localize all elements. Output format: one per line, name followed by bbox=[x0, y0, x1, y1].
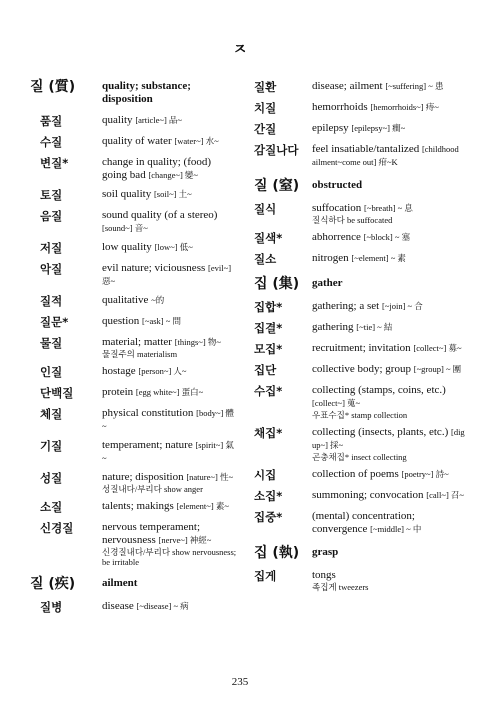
etymology-note: [~element] ~ 素 bbox=[351, 253, 406, 263]
definition bbox=[312, 122, 468, 135]
definition-text: hemorrhoids bbox=[312, 101, 368, 113]
definition bbox=[102, 209, 238, 235]
definition-text: hostage bbox=[102, 365, 136, 377]
dictionary-entry bbox=[30, 315, 238, 330]
definition bbox=[102, 294, 238, 307]
etymology-note: [epilepsy~] 癎~ bbox=[351, 123, 406, 133]
headword: 신경질 bbox=[40, 521, 74, 535]
dictionary-entry bbox=[254, 122, 468, 137]
headword: 기질 bbox=[40, 439, 63, 453]
headword: 집 (集) bbox=[254, 276, 300, 292]
definition bbox=[102, 500, 238, 513]
definition bbox=[312, 277, 468, 290]
example-phrase: 우표수집* stamp collection bbox=[312, 410, 408, 420]
definition-text: nervous temperament; nervousness bbox=[102, 521, 201, 546]
headword: 수질 bbox=[40, 135, 63, 149]
definition bbox=[102, 577, 238, 590]
etymology-note: [things~] 物~ bbox=[174, 337, 221, 347]
dictionary-entry bbox=[254, 468, 468, 483]
section-heading bbox=[30, 577, 238, 592]
definition bbox=[312, 468, 468, 481]
dictionary-entry bbox=[30, 241, 238, 256]
headword: 집결* bbox=[254, 321, 283, 335]
definition-text: physical constitution bbox=[102, 407, 194, 419]
definition bbox=[102, 80, 238, 106]
headword: 시집 bbox=[254, 468, 277, 482]
definition bbox=[312, 569, 468, 592]
dictionary-entry bbox=[30, 365, 238, 380]
headword: 질병 bbox=[40, 600, 63, 614]
dictionary-entry bbox=[30, 600, 238, 615]
definition bbox=[102, 315, 238, 328]
dictionary-entry bbox=[254, 321, 468, 336]
definition bbox=[102, 521, 238, 567]
dictionary-entry bbox=[254, 202, 468, 225]
definition-text: collection of poems bbox=[312, 468, 399, 480]
headword: 음질 bbox=[40, 209, 63, 223]
definition bbox=[312, 489, 468, 502]
headword: 질 (疾) bbox=[30, 576, 76, 592]
definition-text: recruitment; invitation bbox=[312, 342, 411, 354]
definition bbox=[312, 426, 468, 462]
etymology-note: [body~] 體~ bbox=[102, 408, 234, 431]
page-number: 235 bbox=[231, 676, 249, 688]
dictionary-entry bbox=[254, 569, 468, 592]
definition-text: change in quality; (food) going bad bbox=[102, 156, 212, 181]
etymology-note: [evil~] 惡~ bbox=[102, 263, 232, 286]
etymology-note: [~ask] ~ 問 bbox=[142, 316, 181, 326]
definition-text: disease bbox=[102, 600, 134, 612]
dictionary-entry bbox=[30, 114, 238, 129]
example-phrase: 족집게 tweezers bbox=[312, 582, 369, 592]
definition-text: grasp bbox=[312, 546, 339, 558]
etymology-note: [change~] 變~ bbox=[148, 170, 199, 180]
headword: 악질 bbox=[40, 262, 63, 276]
etymology-note: ~的 bbox=[151, 295, 165, 305]
example-phrase: 곤충채집* insect collecting bbox=[312, 452, 407, 462]
etymology-note: [spirit~] 氣~ bbox=[102, 440, 234, 463]
dictionary-entry bbox=[30, 386, 238, 401]
headword: 감질나다 bbox=[254, 143, 299, 157]
dictionary-entry bbox=[30, 500, 238, 515]
definition-text: material; matter bbox=[102, 336, 172, 348]
headword: 집단 bbox=[254, 363, 277, 377]
dictionary-entry bbox=[254, 143, 468, 169]
etymology-note: [low~] 低~ bbox=[154, 242, 193, 252]
dictionary-entry bbox=[254, 300, 468, 315]
definition bbox=[102, 407, 238, 433]
definition bbox=[102, 135, 238, 148]
dictionary-entry bbox=[30, 336, 238, 359]
definition-text: collecting (insects, plants, etc.) bbox=[312, 426, 449, 438]
dictionary-entry bbox=[254, 342, 468, 357]
dictionary-entry bbox=[30, 156, 238, 182]
section-heading bbox=[254, 277, 468, 292]
dictionary-entry bbox=[30, 188, 238, 203]
definition bbox=[102, 156, 238, 182]
dictionary-entry bbox=[254, 510, 468, 536]
definition-text: talents; makings bbox=[102, 500, 174, 512]
definition-text: tongs bbox=[312, 569, 336, 581]
example-phrase: 질식하다 be suffocated bbox=[312, 215, 393, 225]
definition-text: gather bbox=[312, 277, 343, 289]
dictionary-entry bbox=[30, 521, 238, 567]
page-letter: ㅈ bbox=[232, 42, 248, 58]
definition bbox=[312, 300, 468, 313]
headword: 채집* bbox=[254, 426, 283, 440]
headword: 질 (質) bbox=[30, 79, 76, 95]
definition-text: (mental) concentration; convergence bbox=[312, 510, 415, 535]
definition-text: evil nature; viciousness bbox=[102, 262, 206, 274]
headword: 간질 bbox=[254, 122, 277, 136]
etymology-note: [childhood ailment~come out] 疳~K bbox=[312, 144, 459, 167]
definition bbox=[312, 546, 468, 559]
etymology-note: [person~] 人~ bbox=[138, 366, 187, 376]
etymology-note: [element~] 素~ bbox=[176, 501, 229, 511]
definition bbox=[102, 188, 238, 201]
definition bbox=[102, 262, 238, 288]
headword: 질소 bbox=[254, 252, 277, 266]
headword: 성질 bbox=[40, 471, 63, 485]
dictionary-entry bbox=[30, 209, 238, 235]
etymology-note: [~block] ~ 塞 bbox=[363, 232, 411, 242]
dictionary-entry bbox=[30, 439, 238, 465]
headword: 토질 bbox=[40, 188, 63, 202]
dictionary-entry bbox=[30, 294, 238, 309]
definition bbox=[312, 179, 468, 192]
definition-text: quality bbox=[102, 114, 133, 126]
headword: 집합* bbox=[254, 300, 283, 314]
etymology-note: [collect~] 募~ bbox=[413, 343, 462, 353]
definition bbox=[312, 101, 468, 114]
definition bbox=[312, 143, 468, 169]
definition bbox=[312, 321, 468, 334]
headword: 질환 bbox=[254, 80, 277, 94]
headword: 모집* bbox=[254, 342, 283, 356]
etymology-note: [collect~] 蒐~ bbox=[312, 398, 361, 408]
definition-text: gathering; a set bbox=[312, 300, 380, 312]
definition bbox=[312, 510, 468, 536]
headword: 집게 bbox=[254, 569, 277, 583]
etymology-note: [call~] 召~ bbox=[426, 490, 465, 500]
headword: 소집* bbox=[254, 489, 283, 503]
right-column bbox=[254, 80, 468, 598]
definition-text: suffocation bbox=[312, 202, 362, 214]
definition-text: obstructed bbox=[312, 179, 363, 191]
dictionary-entry bbox=[254, 426, 468, 462]
definition bbox=[312, 363, 468, 376]
etymology-note: [sound~] 音~ bbox=[102, 223, 148, 233]
etymology-note: [hemorrhoids~] 痔~ bbox=[370, 102, 439, 112]
etymology-note: [dig up~] 採~ bbox=[312, 427, 465, 450]
etymology-note: [poetry~] 詩~ bbox=[401, 469, 449, 479]
headword: 소질 bbox=[40, 500, 63, 514]
etymology-note: [~tie] ~ 結 bbox=[356, 322, 393, 332]
headword: 저질 bbox=[40, 241, 63, 255]
definition bbox=[102, 336, 238, 359]
dictionary-entry bbox=[30, 262, 238, 288]
definition-text: collective body; group bbox=[312, 363, 411, 375]
definition bbox=[102, 241, 238, 254]
dictionary-entry bbox=[254, 489, 468, 504]
definition bbox=[312, 231, 468, 244]
dictionary-entry bbox=[30, 407, 238, 433]
headword: 체질 bbox=[40, 407, 63, 421]
etymology-note: [~suffering] ~ 患 bbox=[385, 81, 444, 91]
definition-text: summoning; convocation bbox=[312, 489, 424, 501]
headword: 질색* bbox=[254, 231, 283, 245]
etymology-note: [~join] ~ 合 bbox=[381, 301, 423, 311]
etymology-note: [~breath] ~ 息 bbox=[364, 203, 413, 213]
example-phrase: 물질주의 materialism bbox=[102, 349, 178, 359]
definition-text: quality of water bbox=[102, 135, 172, 147]
dictionary-entry bbox=[254, 363, 468, 378]
headword: 인질 bbox=[40, 365, 63, 379]
headword: 집 (執) bbox=[254, 545, 300, 561]
dictionary-entry bbox=[254, 252, 468, 267]
definition-text: quality; substance; disposition bbox=[102, 80, 191, 105]
headword: 질적 bbox=[40, 294, 63, 308]
definition-text: temperament; nature bbox=[102, 439, 193, 451]
definition-text: qualitative bbox=[102, 294, 149, 306]
section-heading bbox=[254, 179, 468, 194]
headword: 품질 bbox=[40, 114, 63, 128]
definition-text: feel insatiable/tantalized bbox=[312, 143, 420, 155]
definition-text: gathering bbox=[312, 321, 354, 333]
definition bbox=[102, 365, 238, 378]
definition bbox=[102, 386, 238, 399]
headword: 질문* bbox=[40, 315, 69, 329]
definition bbox=[102, 439, 238, 465]
definition bbox=[102, 114, 238, 127]
etymology-note: [water~] 水~ bbox=[174, 136, 219, 146]
etymology-note: [nerve~] 神經~ bbox=[158, 535, 212, 545]
headword: 질식 bbox=[254, 202, 277, 216]
dictionary-entry bbox=[254, 231, 468, 246]
headword: 단백질 bbox=[40, 386, 74, 400]
headword: 물질 bbox=[40, 336, 63, 350]
definition bbox=[312, 342, 468, 355]
dictionary-entry bbox=[30, 135, 238, 150]
left-column bbox=[30, 80, 238, 621]
etymology-note: [~disease] ~ 病 bbox=[136, 601, 189, 611]
etymology-note: [~group] ~ 團 bbox=[413, 364, 462, 374]
headword: 질 (窒) bbox=[254, 178, 300, 194]
headword: 변질* bbox=[40, 156, 69, 170]
etymology-note: [soil~] 土~ bbox=[153, 189, 192, 199]
definition bbox=[312, 252, 468, 265]
etymology-note: [nature~] 性~ bbox=[186, 472, 234, 482]
example-phrase: 신경질내다/부리다 show nervousness; be irritable bbox=[102, 547, 237, 567]
section-heading bbox=[254, 546, 468, 561]
definition-text: epilepsy bbox=[312, 122, 349, 134]
definition-text: nitrogen bbox=[312, 252, 349, 264]
dictionary-entry bbox=[254, 80, 468, 95]
headword: 집중* bbox=[254, 510, 283, 524]
definition bbox=[312, 202, 468, 225]
dictionary-entry bbox=[30, 471, 238, 494]
example-phrase: 성질내다/부리다 show anger bbox=[102, 484, 203, 494]
section-heading bbox=[30, 80, 238, 106]
headword: 수집* bbox=[254, 384, 283, 398]
etymology-note: [egg white~] 蛋白~ bbox=[135, 387, 204, 397]
etymology-note: [~middle] ~ 中 bbox=[370, 524, 422, 534]
definition bbox=[102, 471, 238, 494]
definition-text: ailment bbox=[102, 577, 138, 589]
definition bbox=[102, 600, 238, 613]
definition-text: sound quality (of a stereo) bbox=[102, 209, 218, 221]
etymology-note: [article~] 品~ bbox=[135, 115, 183, 125]
definition-text: soil quality bbox=[102, 188, 152, 200]
definition-text: collecting (stamps, coins, etc.) bbox=[312, 384, 446, 396]
definition bbox=[312, 80, 468, 93]
definition bbox=[312, 384, 468, 420]
definition-text: disease; ailment bbox=[312, 80, 383, 92]
definition-text: protein bbox=[102, 386, 134, 398]
headword: 치질 bbox=[254, 101, 277, 115]
dictionary-entry bbox=[254, 384, 468, 420]
definition-text: nature; disposition bbox=[102, 471, 184, 483]
definition-text: low quality bbox=[102, 241, 152, 253]
definition-text: abhorrence bbox=[312, 231, 361, 243]
dictionary-entry bbox=[254, 101, 468, 116]
definition-text: question bbox=[102, 315, 140, 327]
